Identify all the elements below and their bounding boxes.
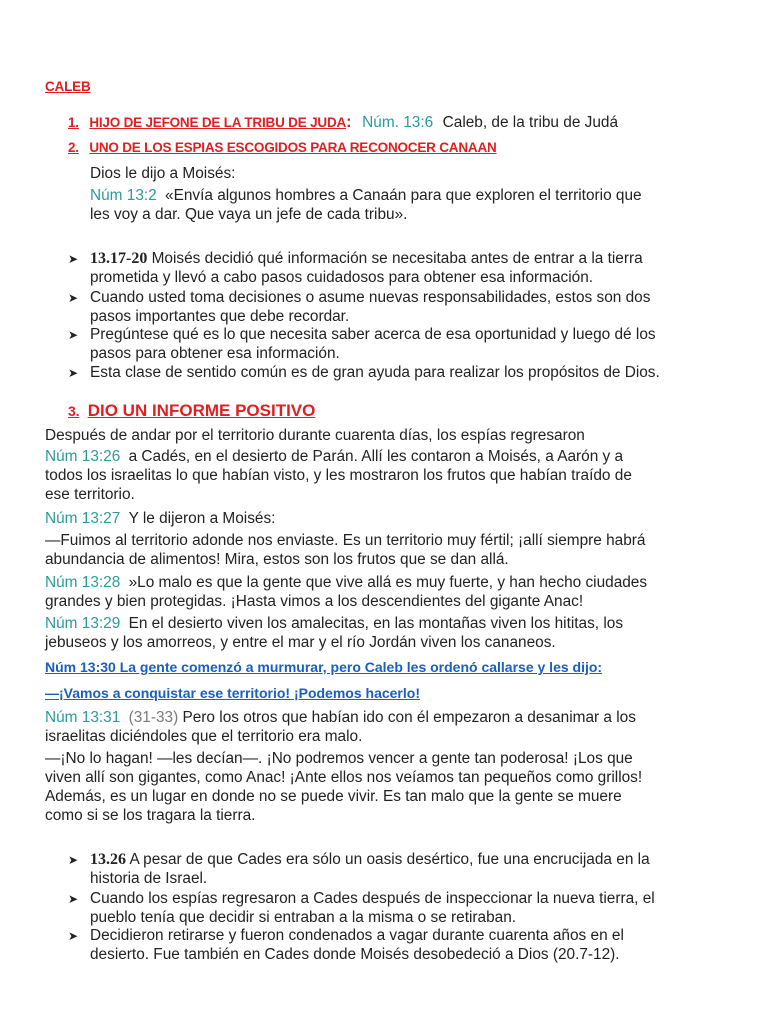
section-3-paragraph-1: Después de andar por el territorio durante cuarenta días, los espías regresaron	[45, 427, 585, 444]
ref-num-13-28: Núm 13:28	[45, 574, 121, 591]
paragraph-line: ese territorio.	[45, 486, 135, 503]
bullet-line-1: Decidieron retirarse y fueron condenados a vagar durante cuarenta años en el	[90, 927, 624, 944]
paragraph-line: Pero los otros que habían ido con él empezaron a desanimar a los	[182, 709, 636, 726]
section-2-quote-line-1: «Envía algunos hombres a Canaán para que explor​en el territorio que	[165, 187, 642, 204]
section-3-paragraph-8	[45, 749, 642, 825]
ref-range-31-33: (31-33)	[128, 709, 179, 726]
section-1-heading: HIJO DE JEFONE DE LA TRIBU DE JUDA	[89, 115, 347, 130]
section-1-ref: Núm. 13:6	[362, 114, 434, 131]
bullet-line-2: prometida y llevó a cabo pasos cuidadosos para obtener esa información.	[90, 268, 594, 286]
bullet-line-2: desierto. Fue también en Cades donde Moisés desobedeció a Dios (20.7-12).	[90, 945, 620, 963]
section-2-quote-line-2: les voy a dar. Que vaya un jefe de cada tribu».	[90, 206, 408, 223]
section-3-number: 3.	[68, 403, 80, 419]
ref-num-13-26: Núm 13:26	[45, 448, 121, 465]
arrowhead-bullet-icon: ➤	[68, 366, 79, 380]
paragraph-line: todos los israelitas lo que habían visto, y les mostraron los frutos que habían traído de	[45, 467, 632, 484]
bullet-line-1: Cuando los espías regresaron a Cades después de inspeccionar la nueva tierra, el	[90, 890, 655, 907]
bullet-line-1: Pregúntese qué es lo que necesita saber acerca de esa oportunidad y luego dé los	[90, 326, 656, 343]
bullet-ref: 13.26	[90, 851, 126, 868]
paragraph-line: —¡No lo hagan! —les decían—. ¡No podremos vencer a gente tan poderosa! ¡Los que	[45, 750, 633, 767]
bullet-line-1: A pesar de que Cades era sólo un oasis desértico, fue una encrucijada en la	[129, 851, 650, 868]
bullet-item	[68, 927, 728, 964]
section-1-text: Caleb, de la tribu de Judá	[442, 114, 619, 131]
arrowhead-bullet-icon: ➤	[68, 892, 79, 906]
bullet-item	[68, 326, 728, 363]
bullet-item	[68, 250, 728, 287]
paragraph-line: abundancia de alimentos! Mira, estos son los frutos que se dan allá.	[45, 551, 509, 568]
paragraph-line: Y le dijeron a Moisés:	[128, 510, 276, 527]
bullet-line-2: pasos importantes que debe recordar.	[90, 307, 350, 325]
arrowhead-bullet-icon: ➤	[68, 328, 79, 342]
ref-num-13-27: Núm 13:27	[45, 510, 121, 527]
bullet-line-1: Esta clase de sentido común es de gran ayuda para realizar los propósitos de Dios.	[90, 364, 660, 381]
section-3-paragraph-2	[45, 447, 745, 504]
bullet-item	[68, 851, 728, 888]
section-2-header	[68, 139, 497, 157]
document-title: CALEB	[45, 79, 91, 94]
section-3-paragraph-7	[45, 708, 636, 746]
bullet-line-1: Cuando usted toma decisiones o asume nuevas responsabilidades, estos son dos	[90, 289, 651, 306]
paragraph-line: israelitas diciéndoles que el territorio era malo.	[45, 728, 363, 745]
section-2-intro: Dios le dijo a Moisés:	[90, 165, 236, 182]
arrowhead-bullet-icon: ➤	[68, 291, 79, 305]
section-2-heading: UNO DE LOS ESPIAS ESCOGIDOS PARA RECONOCER CANAAN	[89, 140, 497, 155]
paragraph-line: a Cadés, en el desierto de Parán. Allí les contaron a Moisés, a Aarón y a	[128, 448, 624, 465]
paragraph-line: »Lo malo es que la gente que vive allá es muy fuerte, y han hecho ciudades	[128, 574, 648, 591]
paragraph-line: jebuseos y los amorreos, y entre el mar y el río Jordán viven los cananeos.	[45, 634, 556, 651]
paragraph-line: En el desierto viven los amalecitas, en las montañas viven los hititas, los	[128, 615, 624, 632]
section-1-number: 1.	[68, 115, 79, 130]
section-3-paragraph-4	[45, 531, 645, 569]
paragraph-line: viven allí son gigantes, como Anac! ¡Ante ellos nos veíamos tan pequeños como grillos!	[45, 769, 643, 786]
section-3-heading: DIO UN INFORME POSITIVO	[87, 401, 316, 420]
section-1	[68, 112, 618, 132]
link-vamos-a-conquistar[interactable]: —¡Vamos a conquistar ese territorio! ¡Podemos hacerlo!	[45, 685, 420, 701]
arrowhead-bullet-icon: ➤	[68, 853, 79, 867]
ref-num-13-29: Núm 13:29	[45, 615, 121, 632]
arrowhead-bullet-icon: ➤	[68, 252, 79, 266]
paragraph-line: Además, es un lugar en donde no se puede vivir. Es tan malo que la gente se muere	[45, 788, 622, 805]
paragraph-line: como si se los tragara la tierra.	[45, 807, 256, 824]
paragraph-line: grandes y bien protegidas. ¡Hasta vimos a los descendientes del gigante Anac!	[45, 593, 584, 610]
bullet-ref: 13.17-20	[90, 250, 148, 267]
section-3-paragraph-6	[45, 614, 623, 652]
section-3-paragraph-5	[45, 573, 647, 611]
ref-num-13-31: Núm 13:31	[45, 709, 121, 726]
paragraph-line: —Fuimos al territorio adonde nos enviaste. Es un territorio muy fértil; ¡allí siempre habrá	[45, 532, 646, 549]
section-2-number: 2.	[68, 140, 79, 155]
bullet-item	[68, 289, 728, 326]
bullet-line-2: historia de Israel.	[90, 869, 208, 887]
bullet-line-2: pasos para obtener esa información.	[90, 344, 340, 362]
section-2-quote	[90, 186, 642, 205]
link-num-13-30[interactable]: Núm 13:30 La gente comenzó a murmurar, pero Caleb les ordenó callarse y les dijo:	[45, 659, 603, 675]
section-3-paragraph-3	[45, 509, 275, 528]
bullet-line-1: Moisés decidió qué información se necesitaba antes de entrar a la tierra	[151, 250, 643, 267]
bullet-item	[68, 364, 728, 383]
section-2-ref: Núm 13:2	[90, 187, 157, 204]
section-1-colon: :	[346, 112, 352, 131]
bullet-line-2: pueblo tenía que decidir si entraban a la misma o se retiraban.	[90, 908, 517, 926]
arrowhead-bullet-icon: ➤	[68, 929, 79, 943]
section-3-header	[68, 401, 315, 421]
bullet-item	[68, 890, 728, 927]
